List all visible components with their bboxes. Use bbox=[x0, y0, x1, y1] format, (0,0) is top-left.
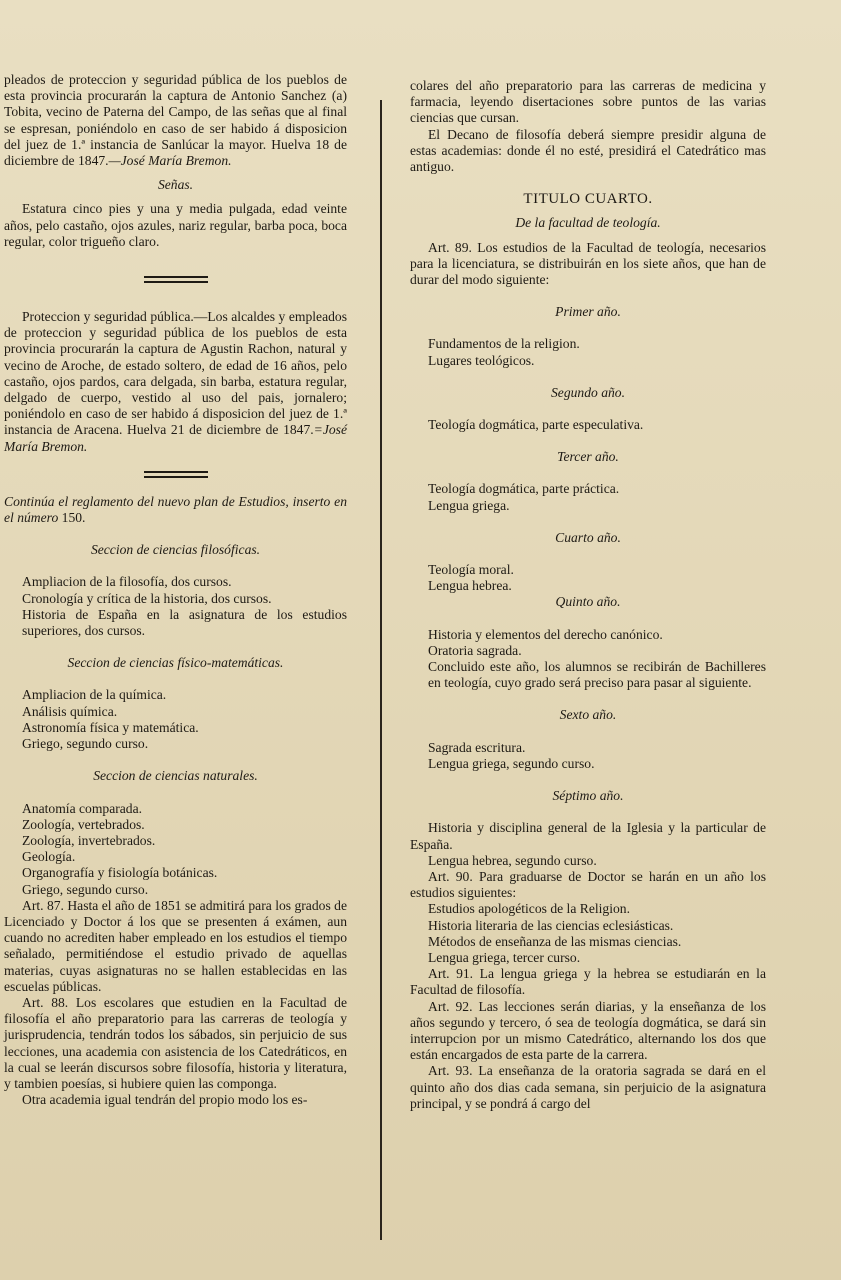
article-90: Art. 90. Para graduarse de Doctor se harán en un año los estudios siguientes: bbox=[410, 868, 766, 901]
list-item: Historia y disciplina general de la Iglesia y la particular de España. bbox=[410, 820, 766, 852]
section-title: Seccion de ciencias filosóficas. bbox=[90, 542, 261, 558]
list-item: Historia y elementos del derecho canónico. bbox=[428, 626, 663, 642]
notice-1-signature: —José María Bremon. bbox=[108, 153, 232, 169]
list-item: Lengua griega, tercer curso. bbox=[428, 949, 581, 965]
continua-text: Continúa el reglamento del nuevo plan de Estudios, inserto en el número bbox=[4, 493, 347, 526]
list-item: Lengua griega. bbox=[428, 497, 510, 513]
year-heading: Segundo año. bbox=[550, 384, 625, 400]
senas-title: Señas. bbox=[157, 177, 194, 193]
list-item: Lugares teológicos. bbox=[428, 352, 535, 368]
year-heading: Quinto año. bbox=[555, 594, 621, 610]
senas-text: Estatura cinco pies y una y media pulgada, edad veinte años, pelo castaño, ojos azules, nariz regular, barba poca, boca regular, color trigueño claro. bbox=[4, 201, 347, 249]
list-item: Ampliacion de la química. bbox=[22, 687, 167, 703]
notice-2 bbox=[4, 309, 347, 455]
year-note: Concluido este año, los alumnos se recibirán de Bachilleres en teología, cuyo grado será preciso para pasar al siguiente. bbox=[428, 659, 766, 691]
list-item: Historia de España en la asignatura de los estudios superiores, dos cursos. bbox=[22, 606, 347, 639]
list-item: Sagrada escritura. bbox=[428, 739, 526, 755]
year-list bbox=[410, 336, 766, 368]
list-item: Estudios apologéticos de la Religion. bbox=[428, 901, 630, 917]
year-heading: Séptimo año. bbox=[552, 788, 624, 804]
year-list bbox=[410, 417, 766, 433]
list-item: Geología. bbox=[22, 849, 76, 865]
year-heading: Cuarto año. bbox=[555, 529, 621, 545]
list-item: Cronología y crítica de la historia, dos cursos. bbox=[22, 590, 272, 606]
continua-number: 150. bbox=[61, 510, 86, 526]
article-87: Art. 87. Hasta el año de 1851 se admitirá para los grados de Licenciado y Doctor á los que se presenten á exámen, aun cuando no acrediten haber empleado en los estudios el tiempo señalado, permitiéndose el estudio privado de aquellas materias, cuyas asignaturas no se hallen establecidas en las escuelas públicas. bbox=[4, 897, 347, 994]
article-88: Art. 88. Los escolares que estudien en la Facultad de filosofía el año preparatorio para las carreras de teología y jurisprudencia, tendrán todos los sábados, sin perjuicio de sus lecciones, una academia con asistencia de los Catedráticos, en la cual se leerán discursos sobre filosofía, historia y literatura, y tambien poesías, si hubiere quien las componga. bbox=[4, 994, 347, 1091]
list-item: Teología moral. bbox=[428, 562, 514, 578]
list-item: Zoología, invertebrados. bbox=[22, 832, 156, 848]
decano-paragraph: El Decano de filosofía deberá siempre presidir alguna de estas academias: donde él no esté, presidirá el Catedrático mas antiguo. bbox=[410, 126, 766, 175]
separator-rule bbox=[144, 471, 208, 478]
list-item: Fundamentos de la religion. bbox=[428, 336, 580, 352]
notice-2-text: Proteccion y seguridad pública.—Los alcaldes y empleados de proteccion y seguridad pública de los pueblos de esta provincia procurarán la captura de Agustin Rachon, natural y vecino de Aroche, de estado soltero, de edad de 16 años, pelo castaño, ojos pardos, cara delgada, sin barba, estatura regular, delgado de cuerpo, vestido al uso del pais, jornalero; poniéndolo en caso de ser habido á disposicion del juez de 1.ª instancia de Aracena. Huelva 21 de diciembre de 1847. bbox=[4, 309, 347, 438]
list-item: Oratoria sagrada. bbox=[428, 642, 522, 658]
year-heading: Sexto año. bbox=[559, 707, 617, 723]
list-item: Ampliacion de la filosofía, dos cursos. bbox=[22, 574, 232, 590]
year-list bbox=[410, 853, 766, 869]
list-item: Métodos de enseñanza de las mismas ciencias. bbox=[428, 933, 682, 949]
article-88-continuation: Otra academia igual tendrán del propio modo los es- bbox=[22, 1092, 308, 1108]
article-93: Art. 93. La enseñanza de la oratoria sagrada se dará en el quinto año dos dias cada semana, sin perjuicio de la asignatura principal, y se pondrá á cargo del bbox=[410, 1063, 766, 1111]
separator-rule bbox=[144, 276, 208, 283]
list-item: Anatomía comparada. bbox=[22, 800, 143, 816]
list-item: Lengua hebrea, segundo curso. bbox=[428, 852, 597, 868]
paragraph-top: colares del año preparatorio para las carreras de medicina y farmacia, leyendo disertaciones sobre puntos de las varias ciencias que cursan. bbox=[410, 78, 766, 126]
list-item: Zoología, vertebrados. bbox=[22, 816, 145, 832]
notice-1-text: pleados de proteccion y seguridad pública de los pueblos de esta provincia procurarán la captura de Antonio Sanchez (a) Tobita, vecino de Paterna del Campo, de las señas que al final se espresan, poniéndolo en caso de ser habido á disposicion del juez de 1.ª instancia de Sanlúcar la mayor. Huelva 18 de diciembre de 1847. bbox=[4, 72, 347, 169]
list-item: Teología dogmática, parte práctica. bbox=[428, 481, 620, 497]
notice-1 bbox=[4, 72, 347, 169]
year-list bbox=[410, 740, 766, 772]
list-item: Organografía y fisiología botánicas. bbox=[22, 865, 218, 881]
list-item: Teología dogmática, parte especulativa. bbox=[428, 417, 644, 433]
article-89: Art. 89. Los estudios de la Facultad de teología, necesarios para la licenciatura, se distribuirán en los siete años, que han de durar del modo siguiente: bbox=[410, 239, 766, 288]
section-list bbox=[4, 801, 347, 898]
year-heading: Tercer año. bbox=[557, 449, 619, 465]
year-list bbox=[410, 627, 766, 692]
article-92: Art. 92. Las lecciones serán diarias, y la enseñanza de los años segundo y tercero, ó sea de teología dogmática, se dará sin interrupcion por un mismo Catedrático, alternando los dos que están encargados de esta parte de la carrera. bbox=[410, 998, 766, 1063]
left-column bbox=[4, 72, 347, 1108]
right-column bbox=[410, 78, 766, 1112]
section-title: Seccion de ciencias físico-matemáticas. bbox=[67, 655, 284, 671]
section-title: Seccion de ciencias naturales. bbox=[93, 768, 258, 784]
list-item: Griego, segundo curso. bbox=[22, 881, 149, 897]
list-item: Análisis química. bbox=[22, 703, 118, 719]
year-heading: Primer año. bbox=[555, 304, 621, 320]
list-item: Lengua griega, segundo curso. bbox=[428, 755, 595, 771]
facultad-heading: De la facultad de teología. bbox=[515, 215, 661, 231]
list-item: Griego, segundo curso. bbox=[22, 736, 149, 752]
year-list bbox=[410, 562, 766, 594]
titulo-heading: TITULO CUARTO. bbox=[523, 191, 653, 208]
year-list bbox=[410, 481, 766, 513]
notice-2-signature: =José María Bremon. bbox=[4, 422, 347, 454]
continua-heading bbox=[4, 494, 347, 526]
section-list bbox=[4, 574, 347, 639]
section-list bbox=[4, 687, 347, 752]
list-item: Historia literaria de las ciencias eclesiásticas. bbox=[428, 917, 674, 933]
column-divider bbox=[380, 100, 382, 1240]
article-91: Art. 91. La lengua griega y la hebrea se estudiarán en la Facultad de filosofía. bbox=[410, 966, 766, 998]
list-item: Lengua hebrea. bbox=[428, 578, 512, 594]
doctor-list bbox=[410, 901, 766, 966]
list-item: Astronomía física y matemática. bbox=[22, 719, 199, 735]
